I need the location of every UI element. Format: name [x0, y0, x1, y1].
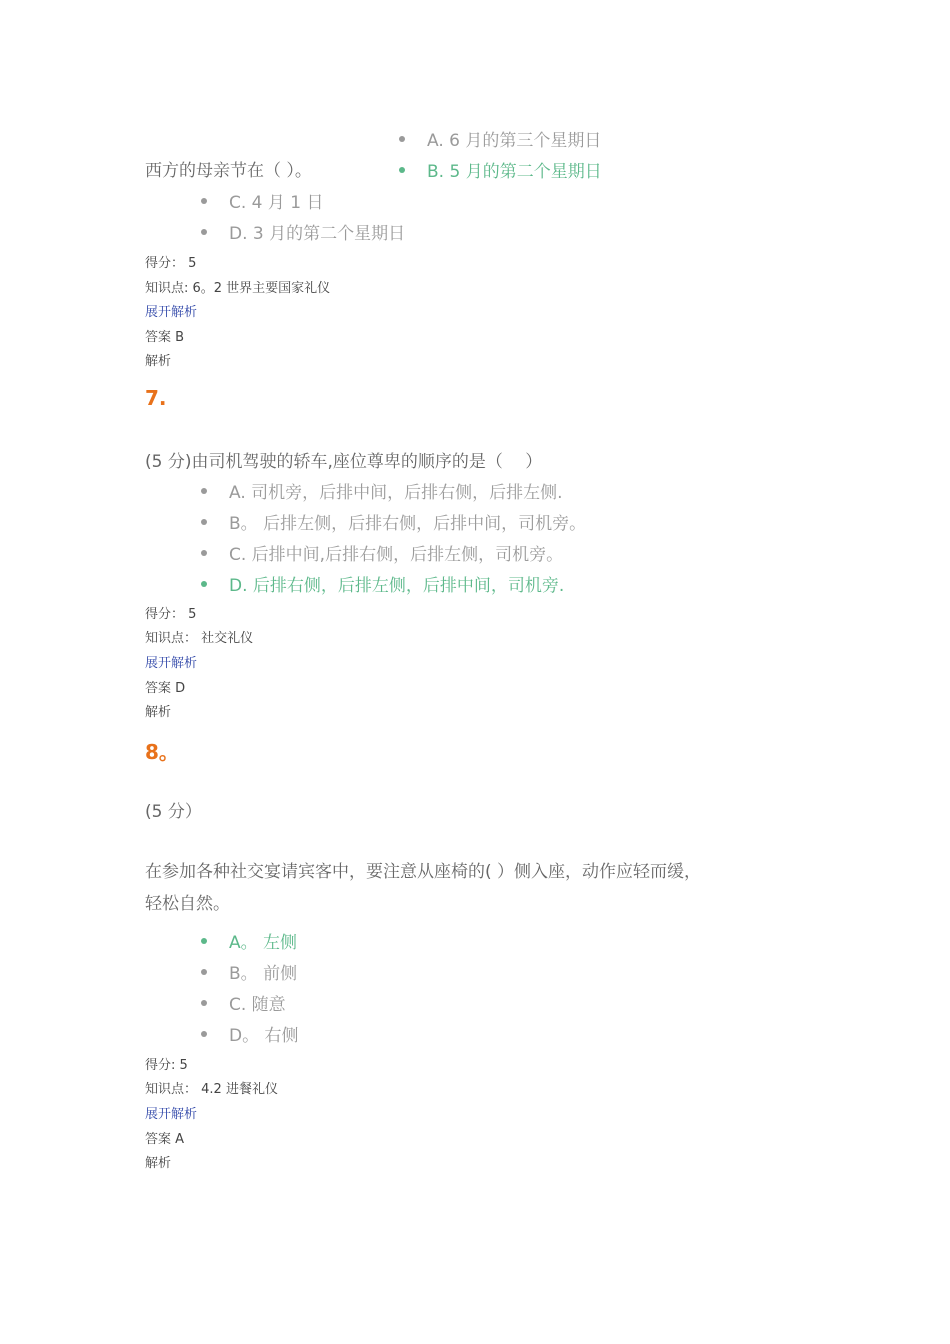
option-label: C. 后排中间,后排右侧，后排左侧，司机旁。 [229, 545, 564, 565]
option-label: D。 右侧 [229, 1026, 299, 1046]
q8-answer: 答案 A [145, 1132, 185, 1147]
q6-answer: 答案 B [145, 330, 185, 345]
option-label: A. 司机旁，后排中间，后排右侧，后排左侧. [229, 483, 563, 503]
q6-score: 得分： 5 [145, 256, 197, 271]
q7-option-a[interactable] [201, 478, 563, 503]
q6-knowledge: 知识点: 6。2 世界主要国家礼仪 [145, 281, 331, 296]
q8-stem-line2: 轻松自然。 [145, 894, 230, 914]
option-label: C. 4 月 1 日 [229, 193, 324, 213]
q7-knowledge: 知识点： 社交礼仪 [145, 631, 254, 646]
bullet-icon [201, 581, 207, 587]
q8-expand-link[interactable]: 展开解析 [145, 1107, 198, 1122]
q8-knowledge: 知识点： 4.2 进餐礼仪 [145, 1082, 278, 1097]
q7-number: 7. [145, 386, 167, 410]
q6-option-a[interactable] [399, 126, 601, 151]
q8-option-c[interactable] [201, 990, 286, 1015]
q7-option-b[interactable] [201, 509, 586, 534]
bullet-icon [201, 229, 207, 235]
q8-analysis: 解析 [145, 1156, 172, 1171]
bullet-icon [399, 167, 405, 173]
bullet-icon [201, 938, 207, 944]
q8-option-b[interactable] [201, 959, 297, 984]
q6-analysis: 解析 [145, 354, 172, 369]
q6-option-c[interactable] [201, 188, 324, 213]
q7-answer: 答案 D [145, 681, 186, 696]
bullet-icon [201, 488, 207, 494]
bullet-icon [201, 519, 207, 525]
q7-expand-link[interactable]: 展开解析 [145, 656, 198, 671]
q8-option-d[interactable] [201, 1021, 299, 1046]
option-label: A. 6 月的第三个星期日 [427, 131, 602, 151]
q7-option-c[interactable] [201, 540, 563, 565]
q7-analysis: 解析 [145, 705, 172, 720]
bullet-icon [201, 1000, 207, 1006]
q8-stem-line1: 在参加各种社交宴请宾客中，要注意从座椅的( ）侧入座，动作应轻而缓， [145, 862, 702, 882]
option-label: A。 左侧 [229, 933, 298, 953]
q8-score: 得分: 5 [145, 1058, 188, 1073]
option-label: B。 前侧 [229, 964, 298, 984]
bullet-icon [201, 1031, 207, 1037]
bullet-icon [201, 198, 207, 204]
q8-option-a[interactable] [201, 928, 297, 953]
q6-expand-link[interactable]: 展开解析 [145, 305, 198, 320]
option-label: D. 3 月的第二个星期日 [229, 224, 406, 244]
option-label: D. 后排右侧，后排左侧，后排中间，司机旁. [229, 576, 565, 596]
option-label: B. 5 月的第二个星期日 [427, 162, 602, 182]
q6-option-d[interactable] [201, 219, 405, 244]
bullet-icon [399, 136, 405, 142]
q6-stem: 西方的母亲节在（ ）。 [145, 161, 312, 181]
bullet-icon [201, 550, 207, 556]
option-label: B。 后排左侧，后排右侧，后排中间，司机旁。 [229, 514, 587, 534]
q7-option-d[interactable] [201, 571, 564, 596]
q6-option-b[interactable] [399, 157, 602, 182]
q8-number: 8。 [145, 740, 179, 764]
option-label: C. 随意 [229, 995, 286, 1015]
bullet-icon [201, 969, 207, 975]
q8-points: (5 分） [145, 802, 202, 822]
q7-score: 得分： 5 [145, 607, 197, 622]
q7-stem: (5 分)由司机驾驶的轿车,座位尊卑的顺序的是（ ） [145, 452, 543, 472]
